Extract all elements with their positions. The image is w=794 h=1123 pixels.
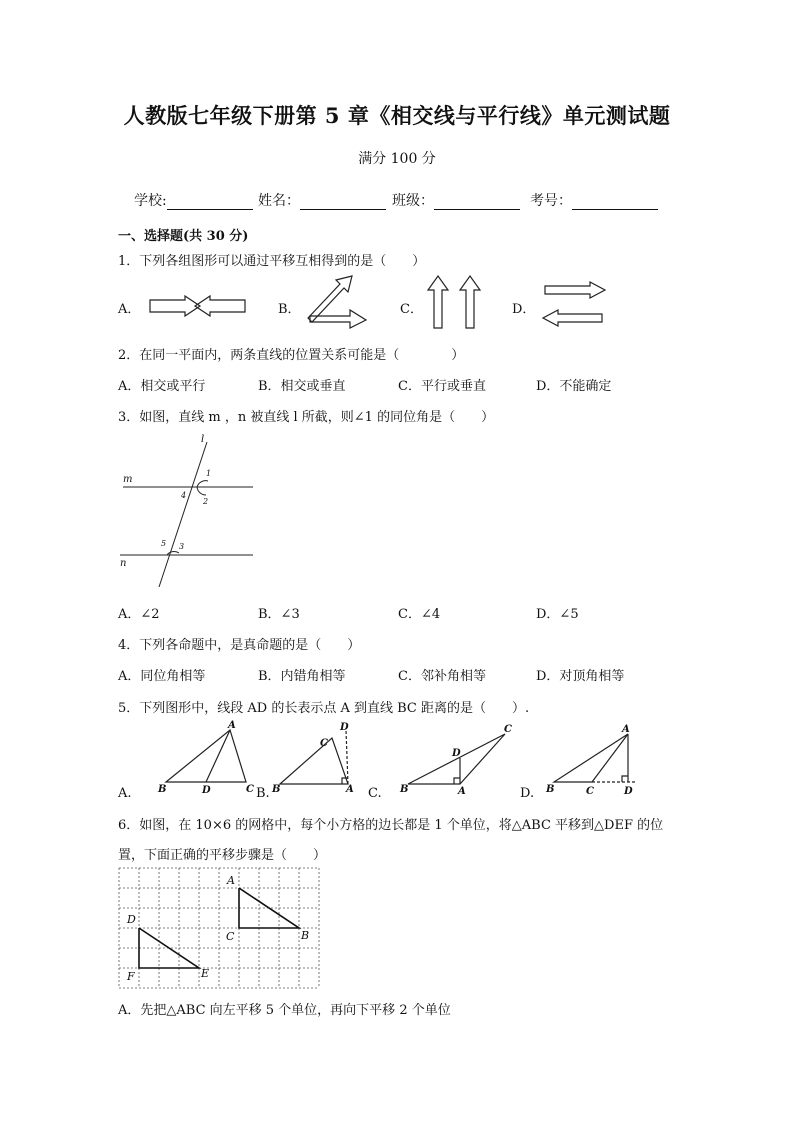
name-blank <box>300 195 386 210</box>
q1-stem: 1．下列各组图形可以通过平移互相得到的是（ ） <box>118 254 426 269</box>
examno-label: 考号： <box>530 193 572 209</box>
q5b-label-c: C <box>320 738 328 749</box>
q1-option-a: A． <box>118 302 141 317</box>
q4-option-c: C．邻补角相等 <box>398 669 486 684</box>
class-field <box>392 190 520 210</box>
q5-option-c: C. <box>368 786 382 801</box>
q2-stem: 2．在同一平面内，两条直线的位置关系可能是（ ） <box>118 348 465 363</box>
q5b-label-d: D <box>340 722 349 733</box>
grid-label-f: F <box>127 970 135 983</box>
q5a-segment-ad <box>206 730 230 782</box>
q5a-triangle <box>166 730 246 782</box>
school-field <box>134 190 253 210</box>
q6-stem-line2: 置，下面正确的平移步骤是（ ） <box>118 848 327 863</box>
q3-option-b: B．∠3 <box>258 607 300 622</box>
q5d-label-c: C <box>586 786 594 797</box>
q6-option-a: A．先把△ABC 向左平移 5 个单位，再向下平移 2 个单位 <box>118 1003 451 1018</box>
q5d-label-d: D <box>624 786 633 797</box>
q2-option-a: A．相交或平行 <box>118 379 206 394</box>
q6-stem-line1: 6．如图，在 10×6 的网格中，每个小方格的边长都是 1 个单位，将△ABC 平移到△DEF 的位 <box>118 818 664 833</box>
q5d-right-angle <box>622 776 628 782</box>
class-blank <box>434 195 520 210</box>
q3-option-d: D．∠5 <box>536 607 579 622</box>
label-3: 3 <box>179 542 185 551</box>
q5-option-b: B. <box>256 786 270 801</box>
q5c-triangle <box>408 734 505 784</box>
grid-label-e: E <box>201 967 210 980</box>
q3-stem: 3．如图，直线 m ，n 被直线 l 所截，则∠1 的同位角是（ ） <box>118 410 495 425</box>
q4-stem: 4．下列各命题中，是真命题的是（ ） <box>118 638 361 653</box>
grid-label-a: A <box>227 874 235 887</box>
q5d-triangle <box>554 734 628 782</box>
school-label: 学校: <box>134 193 167 209</box>
q5-option-d: D. <box>520 786 535 801</box>
q3-option-c: C．∠4 <box>398 607 441 622</box>
q5b-segment-ad <box>346 730 348 784</box>
label-l: l <box>201 434 205 445</box>
q5c-label-b: B <box>400 784 409 795</box>
q1-b-right-arrow <box>310 310 366 328</box>
label-n: n <box>120 558 127 569</box>
q1-option-b: B． <box>278 302 301 317</box>
q5c-right-angle <box>454 778 460 784</box>
angle-arc-top2 <box>197 487 206 495</box>
q1-a-right-arrow <box>150 296 200 316</box>
angle-arc-bottom <box>167 552 179 555</box>
grid-label-d: D <box>127 913 136 926</box>
q1-d-right-arrow <box>545 282 605 298</box>
q5a-label-a: A <box>228 720 236 731</box>
examno-blank <box>572 195 658 210</box>
school-blank <box>167 195 253 210</box>
q3-option-a: A．∠2 <box>118 607 160 622</box>
q5c-label-d: D <box>452 748 461 759</box>
q5b-triangle <box>280 738 348 784</box>
q5-figures <box>150 718 650 798</box>
q1-d-left-arrow <box>543 310 602 326</box>
grid-label-b: B <box>301 929 310 942</box>
q5d-label-b: B <box>546 784 555 795</box>
q1-c-arrow-2 <box>460 276 480 328</box>
label-5: 5 <box>161 539 167 548</box>
label-4: 4 <box>181 491 187 500</box>
q5c-label-a: A <box>458 786 466 797</box>
q1-option-d: D． <box>512 302 536 317</box>
angle-arc-top <box>197 481 208 487</box>
class-label: 班级： <box>392 193 434 209</box>
q2-option-d: D．不能确定 <box>536 379 612 394</box>
line-l <box>159 442 207 587</box>
q1-b-up-arrow <box>308 276 352 322</box>
q1-a-left-arrow <box>195 296 245 316</box>
q2-option-c: C．平行或垂直 <box>398 379 486 394</box>
label-m: m <box>123 474 133 485</box>
q5-option-a: A. <box>118 786 132 801</box>
name-label: 姓名： <box>258 193 300 209</box>
q2-option-b: B．相交或垂直 <box>258 379 346 394</box>
label-2: 2 <box>203 497 209 506</box>
q5c-label-c: C <box>504 724 512 735</box>
q3-figure <box>115 432 265 592</box>
page-title: 人教版七年级下册第 5 章《相交线与平行线》单元测试题 <box>123 103 671 128</box>
grid-label-c: C <box>226 930 235 943</box>
q5a-label-d: D <box>202 785 211 796</box>
q5d-label-a: A <box>622 724 630 735</box>
label-1: 1 <box>206 469 212 478</box>
name-field <box>258 190 386 210</box>
examno-field <box>530 190 658 210</box>
q5a-label-c: C <box>246 784 254 795</box>
q5-stem: 5．下列图形中，线段 AD 的长表示点 A 到直线 BC 距离的是（ ）. <box>118 701 530 716</box>
section-choice-heading: 一、选择题(共 30 分) <box>118 229 249 244</box>
q6-grid-figure <box>116 866 326 990</box>
q4-option-d: D．对顶角相等 <box>536 669 625 684</box>
q1-c-arrow-1 <box>428 276 448 328</box>
q5b-label-b: B <box>272 784 281 795</box>
q1-option-c: C． <box>400 302 423 317</box>
q1-figures <box>140 270 620 340</box>
q5b-label-a: A <box>346 784 354 795</box>
q5a-label-b: B <box>158 784 167 795</box>
q4-option-b: B．内错角相等 <box>258 669 346 684</box>
score-subtitle: 满分 100 分 <box>358 151 436 167</box>
q4-option-a: A．同位角相等 <box>118 669 206 684</box>
